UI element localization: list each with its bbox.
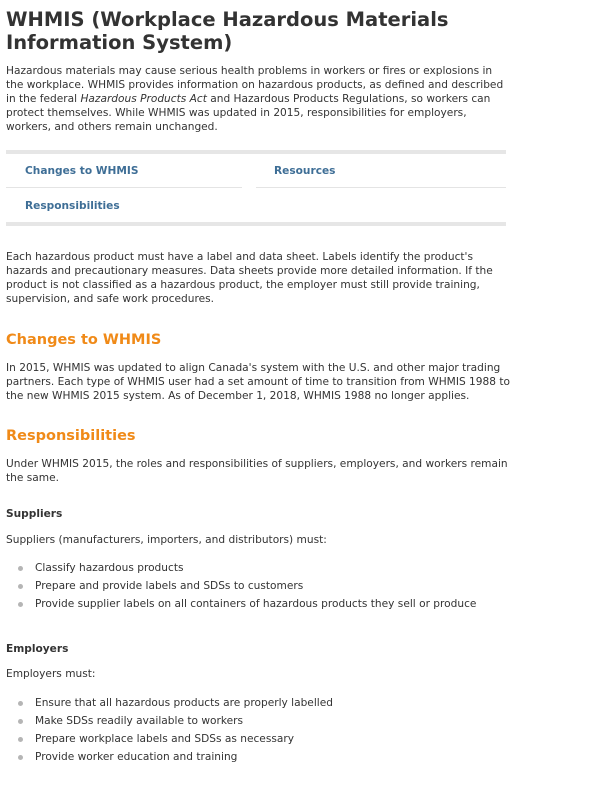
nav-divider-right: [256, 187, 506, 188]
responsibilities-heading: Responsibilities: [6, 428, 136, 444]
list-item-text: Ensure that all hazardous products are properly labelled: [35, 697, 333, 709]
list-item: [0, 696, 333, 714]
product-paragraph: Each hazardous product must have a label and data sheet. Labels identify the product's hazards and precautionary measures. Data sheets provide more detailed information. If the product is not classified as a hazardous product, the employer must still provide training, supervision, and safe work procedures.: [6, 251, 493, 305]
bullet-icon: [18, 566, 23, 571]
intro-act-title: Hazardous Products Act: [80, 93, 207, 105]
responsibilities-paragraph: Under WHMIS 2015, the roles and responsibilities of suppliers, employers, and workers remain the same.: [6, 458, 508, 484]
changes-paragraph: In 2015, WHMIS was updated to align Canada's system with the U.S. and other major trading partners. Each type of WHMIS user had a set amount of time to transition from WHMIS 1988 to the new WHMIS 2015 system. As of December 1, 2018, WHMIS 1988 no longer applies.: [6, 362, 510, 402]
list-item: [0, 597, 476, 615]
intro-paragraph: [6, 64, 511, 134]
employers-intro: Employers must:: [6, 668, 96, 680]
employers-list: [0, 696, 333, 768]
bullet-icon: [18, 719, 23, 724]
suppliers-intro: Suppliers (manufacturers, importers, and distributors) must:: [6, 534, 327, 546]
bullet-icon: [18, 584, 23, 589]
list-item: [0, 561, 476, 579]
list-item-text: Provide worker education and training: [35, 751, 238, 763]
list-item: [0, 714, 333, 732]
bullet-icon: [18, 602, 23, 607]
list-item-text: Prepare and provide labels and SDSs to customers: [35, 580, 304, 592]
changes-heading: Changes to WHMIS: [6, 332, 162, 348]
bullet-icon: [18, 737, 23, 742]
page-title: WHMIS (Workplace Hazardous Materials Information System): [6, 8, 449, 54]
intro-text-1: Hazardous materials may cause serious health problems in workers or fires or explosions in the workplace. WHMIS provides information on hazardous products, as defined and described in the federal: [6, 65, 504, 105]
list-item-text: Prepare workplace labels and SDSs as necessary: [35, 733, 294, 745]
suppliers-heading: Suppliers: [6, 508, 63, 520]
list-item: [0, 579, 476, 597]
nav-top-border: [6, 150, 506, 154]
list-item-text: Provide supplier labels on all containers of hazardous products they sell or produce: [35, 598, 477, 610]
bullet-icon: [18, 755, 23, 760]
suppliers-list: [0, 561, 476, 615]
list-item-text: Make SDSs readily available to workers: [35, 715, 243, 727]
list-item: [0, 750, 333, 768]
nav-bottom-border: [6, 222, 506, 226]
nav-link-resources[interactable]: Resources: [274, 165, 336, 177]
nav-link-responsibilities[interactable]: Responsibilities: [25, 200, 120, 212]
employers-heading: Employers: [6, 643, 69, 655]
bullet-icon: [18, 701, 23, 706]
list-item: [0, 732, 333, 750]
list-item-text: Classify hazardous products: [35, 562, 184, 574]
nav-divider-left: [6, 187, 242, 188]
intro-text-2: and Hazardous Products Regulations, so workers can protect themselves. While WHMIS was updated in 2015, responsibilities for employers, workers, and others remain unchanged.: [6, 93, 491, 133]
nav-link-changes[interactable]: Changes to WHMIS: [25, 165, 139, 177]
